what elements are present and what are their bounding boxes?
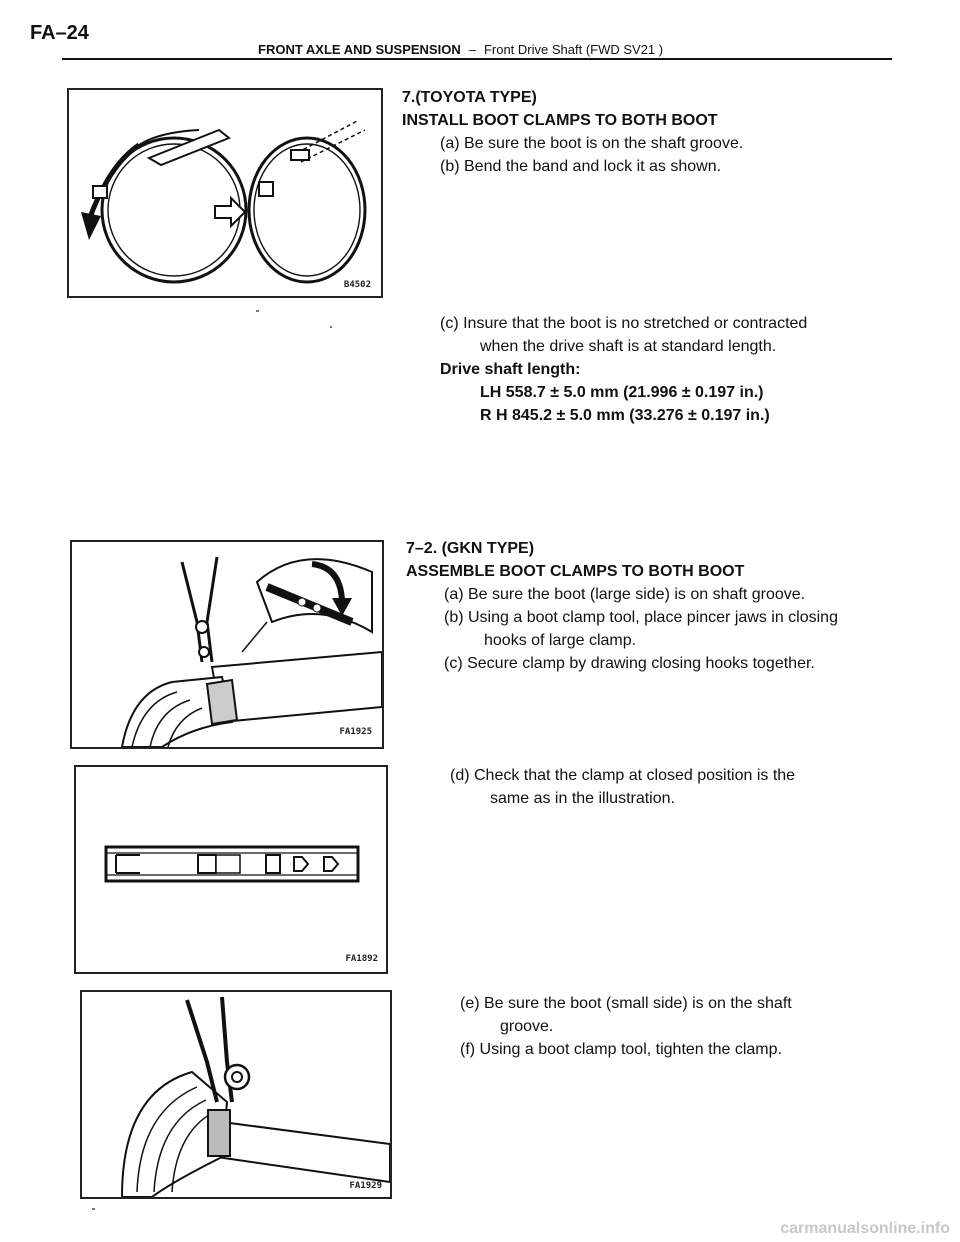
- closed-clamp-illustration: [76, 767, 386, 972]
- step7-2-d-block: [412, 764, 795, 810]
- step7-2-c: (c) Secure clamp by drawing closing hooks together.: [444, 655, 815, 672]
- figure-code: FA1929: [349, 1181, 382, 1191]
- step7-2-b-line2: hooks of large clamp.: [484, 632, 637, 649]
- step7-2-ef-block: [422, 992, 792, 1061]
- step7-b: (b) Bend the band and lock it as shown.: [440, 158, 722, 175]
- figure-code: FA1925: [339, 727, 372, 737]
- header-separator: –: [468, 42, 476, 57]
- step7-c-line1: (c) Insure that the boot is no stretched or contracted: [440, 315, 808, 332]
- header-rule: [62, 58, 892, 60]
- spec-label: Drive shaft length:: [440, 361, 581, 378]
- step7-title-line1: 7.(TOYOTA TYPE): [402, 89, 537, 106]
- step7-2-d-line2: same as in the illustration.: [490, 790, 675, 807]
- step7-2-a: (a) Be sure the boot (large side) is on shaft groove.: [444, 586, 806, 603]
- step7-substeps: [402, 132, 743, 178]
- figure-gkn-large-clamp: [70, 540, 384, 749]
- gkn-large-clamp-illustration: [72, 542, 382, 747]
- step7-2-f: (f) Using a boot clamp tool, tighten the clamp.: [460, 1041, 782, 1058]
- running-header: [258, 42, 663, 57]
- page-number: FA–24: [30, 22, 89, 44]
- scan-speck: [330, 326, 332, 328]
- spec-rh: R H 845.2 ± 5.0 mm (33.276 ± 0.197 in.): [480, 407, 770, 424]
- step7-title: [402, 86, 718, 132]
- step7-2-title-line2: ASSEMBLE BOOT CLAMPS TO BOTH BOOT: [406, 563, 745, 580]
- footer-watermark: carmanualsonline.info: [780, 1220, 950, 1237]
- step7-2-e-line1: (e) Be sure the boot (small side) is on the shaft: [460, 995, 792, 1012]
- gkn-small-clamp-illustration: [82, 992, 390, 1197]
- figure-closed-clamp: [74, 765, 388, 974]
- figure-gkn-small-clamp: [80, 990, 392, 1199]
- section-title: FRONT AXLE AND SUSPENSION: [258, 42, 461, 57]
- step7-2-b-line1: (b) Using a boot clamp tool, place pincer jaws in closing: [444, 609, 838, 626]
- figure-toyota-clamp: [67, 88, 383, 298]
- step7-2-title: [406, 537, 744, 583]
- figure-code: FA1892: [345, 954, 378, 964]
- step7-2-d-line1: (d) Check that the clamp at closed position is the: [450, 767, 796, 784]
- step7-2-e-line2: groove.: [500, 1018, 554, 1035]
- step7-c-line2: when the drive shaft is at standard length.: [480, 338, 777, 355]
- step7-title-line2: INSTALL BOOT CLAMPS TO BOTH BOOT: [402, 112, 718, 129]
- scan-speck: [92, 1208, 95, 1210]
- spec-lh: LH 558.7 ± 5.0 mm (21.996 ± 0.197 in.): [480, 384, 764, 401]
- subsection-title: Front Drive Shaft (FWD SV21 ): [483, 42, 664, 57]
- scan-speck: [256, 310, 259, 312]
- step7-2-substeps: [406, 583, 838, 675]
- figure-code: B4502: [343, 280, 371, 290]
- step7-2-title-line1: 7–2. (GKN TYPE): [406, 540, 535, 557]
- step7-c-block: [402, 312, 807, 427]
- toyota-clamp-illustration: [69, 90, 381, 296]
- step7-a: (a) Be sure the boot is on the shaft groove.: [440, 135, 744, 152]
